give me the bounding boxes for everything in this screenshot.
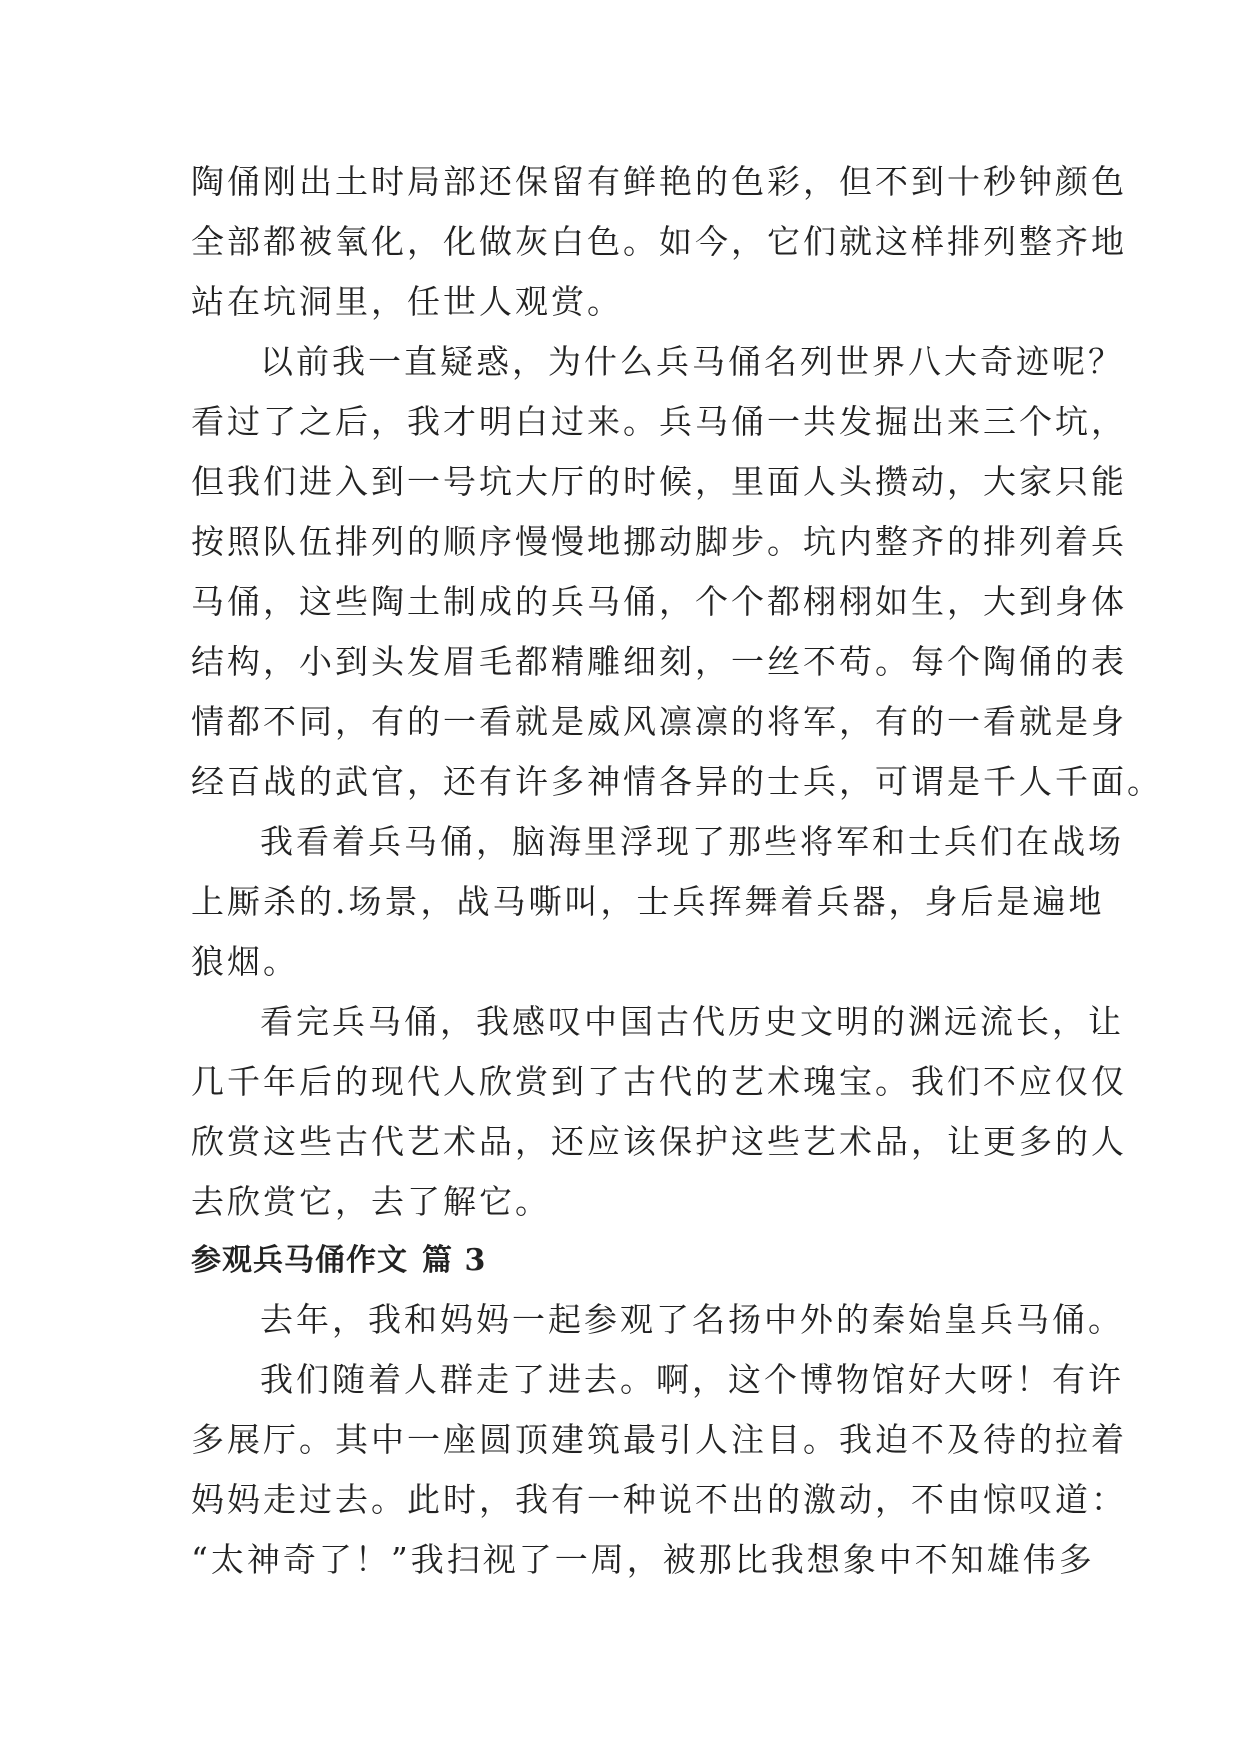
text-line: 看过了之后，我才明白过来。兵马俑一共发掘出来三个坑，	[191, 402, 1127, 441]
text-line: 按照队伍排列的顺序慢慢地挪动脚步。坑内整齐的排列着兵	[191, 522, 1127, 561]
text-line: 我们随着人群走了进去。啊，这个博物馆好大呀！有许	[260, 1360, 1124, 1399]
text-line: 情都不同，有的一看就是威风凛凛的将军，有的一看就是身	[191, 702, 1127, 741]
text-line: 看完兵马俑，我感叹中国古代历史文明的渊远流长，让	[260, 1002, 1124, 1041]
text-line: 陶俑刚出土时局部还保留有鲜艳的色彩，但不到十秒钟颜色	[191, 162, 1127, 201]
text-line: “太神奇了！”我扫视了一周，被那比我想象中不知雄伟多	[191, 1540, 1095, 1579]
text-line: 但我们进入到一号坑大厅的时候，里面人头攒动，大家只能	[191, 462, 1127, 501]
document-body	[191, 152, 1163, 1590]
text-line: 狼烟。	[191, 942, 299, 981]
paragraph-3	[191, 812, 1124, 992]
heading-title: 参观兵马俑作文	[191, 1243, 408, 1278]
text-line: 妈妈走过去。此时，我有一种说不出的激动，不由惊叹道：	[191, 1480, 1127, 1519]
text-line: 去欣赏它，去了解它。	[191, 1182, 551, 1221]
heading-number: 篇 3	[422, 1243, 487, 1278]
paragraph-5	[191, 1290, 1124, 1350]
text-line: 欣赏这些古代艺术品，还应该保护这些艺术品，让更多的人	[191, 1122, 1127, 1161]
text-line: 去年，我和妈妈一起参观了名扬中外的秦始皇兵马俑。	[260, 1300, 1124, 1339]
text-line: 结构，小到头发眉毛都精雕细刻，一丝不苟。每个陶俑的表	[191, 642, 1127, 681]
paragraph-1	[191, 152, 1127, 332]
text-line: 我看着兵马俑，脑海里浮现了那些将军和士兵们在战场	[260, 822, 1124, 861]
text-line: 马俑，这些陶土制成的兵马俑，个个都栩栩如生，大到身体	[191, 582, 1127, 621]
text-line: 以前我一直疑惑，为什么兵马俑名列世界八大奇迹呢？	[260, 342, 1124, 381]
text-line: 多展厅。其中一座圆顶建筑最引人注目。我迫不及待的拉着	[191, 1420, 1127, 1459]
paragraph-6	[191, 1350, 1127, 1590]
text-line: 上厮杀的.场景，战马嘶叫，士兵挥舞着兵器，身后是遍地	[191, 882, 1105, 921]
text-line: 站在坑洞里，任世人观赏。	[191, 282, 623, 321]
text-line: 经百战的武官，还有许多神情各异的士兵，可谓是千人千面。	[191, 762, 1163, 801]
paragraph-4	[191, 992, 1127, 1232]
text-line: 全部都被氧化，化做灰白色。如今，它们就这样排列整齐地	[191, 222, 1127, 261]
text-line: 几千年后的现代人欣赏到了古代的艺术瑰宝。我们不应仅仅	[191, 1062, 1127, 1101]
section-heading	[191, 1232, 1051, 1290]
paragraph-2	[191, 332, 1163, 812]
